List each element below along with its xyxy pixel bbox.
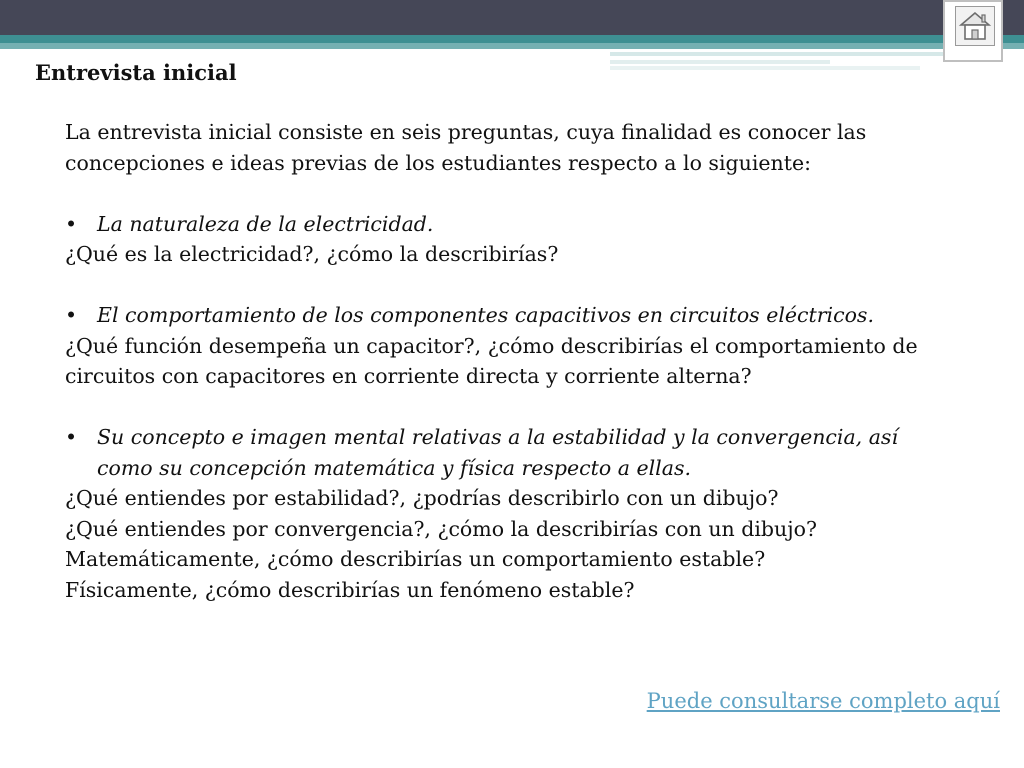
question-line: ¿Qué entiendes por estabilidad?, ¿podrías describirlo con un dibujo? xyxy=(65,486,779,510)
bullet-topic-line: Su concepto e imagen mental relativas a la estabilidad y la convergencia, así xyxy=(97,425,899,449)
bullet-item xyxy=(65,209,1010,240)
question-line: ¿Qué es la electricidad?, ¿cómo la describirías? xyxy=(65,242,559,266)
bullet-symbol: • xyxy=(65,425,78,449)
bullet-item xyxy=(65,422,1010,483)
decorative-stripe xyxy=(610,60,830,64)
bullet-item xyxy=(65,300,1010,331)
intro-line: concepciones e ideas previas de los estudiantes respecto a lo siguiente: xyxy=(65,150,811,175)
home-button[interactable] xyxy=(955,6,995,46)
home-icon xyxy=(958,10,992,42)
bullet-topic xyxy=(97,422,898,483)
question-line: ¿Qué entiendes por convergencia?, ¿cómo la describirías con un dibujo? xyxy=(65,516,817,541)
question-line: Matemáticamente, ¿cómo describirías un comportamiento estable? xyxy=(65,547,766,571)
bullet-symbol: • xyxy=(65,211,78,236)
header-dark-band xyxy=(0,0,1024,35)
decorative-stripe xyxy=(610,52,950,56)
slide-title: Entrevista inicial xyxy=(35,60,237,85)
slide-body xyxy=(65,117,1010,605)
bullet-topic: El comportamiento de los componentes capacitivos en circuitos eléctricos. xyxy=(97,303,874,327)
consult-full-link[interactable]: Puede consultarse completo aquí xyxy=(646,689,1000,713)
intro-line: La entrevista inicial consiste en seis preguntas, cuya finalidad es conocer las xyxy=(65,120,867,144)
bullet-symbol: • xyxy=(65,303,78,327)
header-teal-light-band xyxy=(0,43,1024,49)
question-line: circuitos con capacitores en corriente directa y corriente alterna? xyxy=(65,364,752,388)
question-line: ¿Qué función desempeña un capacitor?, ¿cómo describirías el comportamiento de xyxy=(65,333,918,358)
question-line: Físicamente, ¿cómo describirías un fenómeno estable? xyxy=(65,577,635,602)
decorative-stripe xyxy=(610,66,920,70)
bullet-topic: La naturaleza de la electricidad. xyxy=(97,211,434,236)
bullet-topic-line: como su concepción matemática y física respecto a ellas. xyxy=(97,455,691,480)
